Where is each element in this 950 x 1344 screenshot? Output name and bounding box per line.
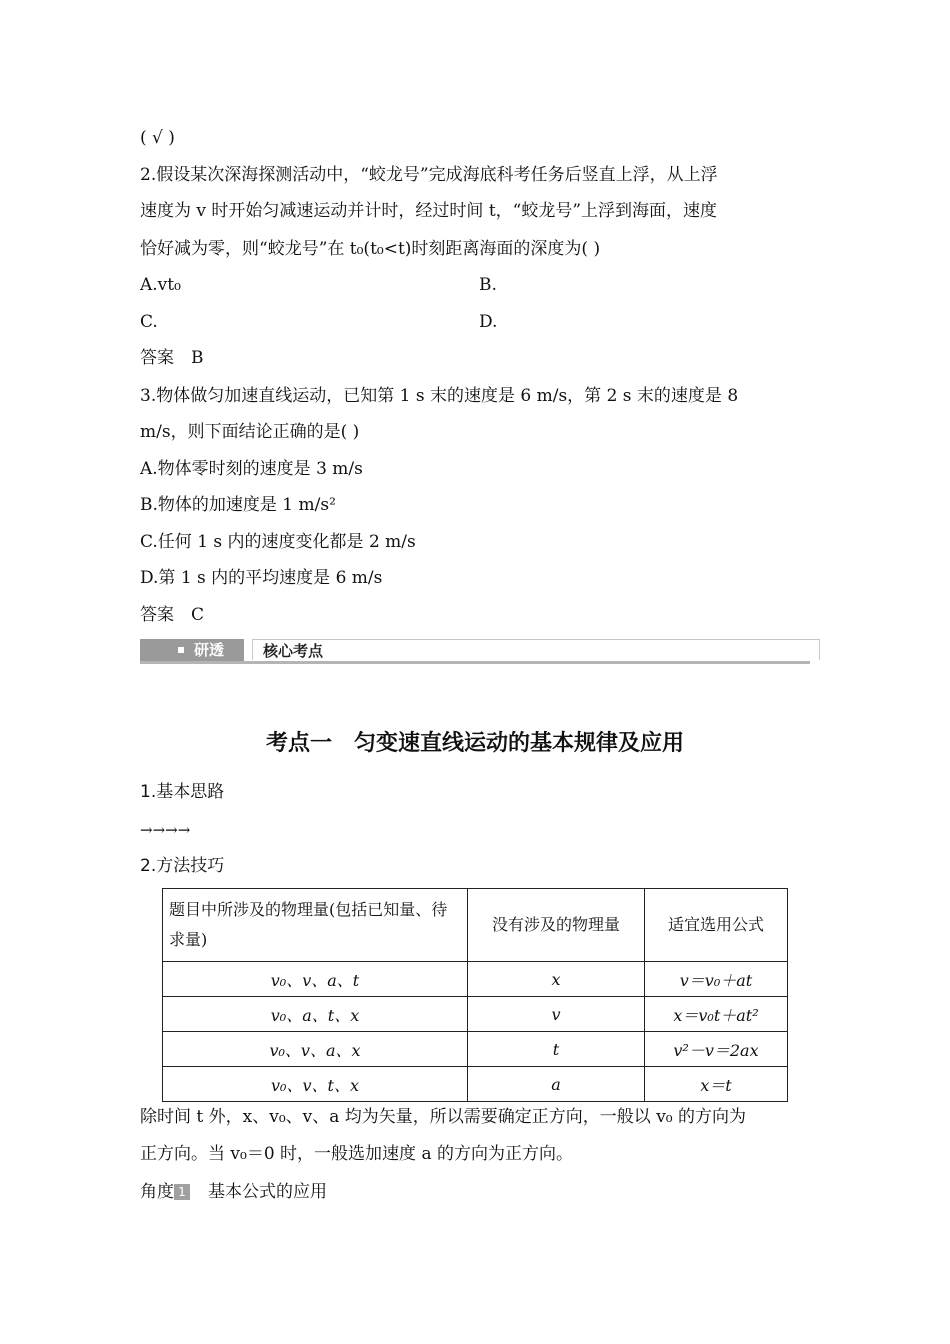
table-cell: v <box>468 997 645 1032</box>
banner-title: 核心考点 <box>252 639 820 660</box>
q3-option-a: A.物体零时刻的速度是 3 m/s <box>140 459 363 479</box>
section-banner <box>140 637 810 663</box>
section-title: 考点一 匀变速直线运动的基本规律及应用 <box>265 731 684 756</box>
table-cell: t <box>468 1032 645 1067</box>
banner-tag-label: 研透 <box>194 641 225 659</box>
bullet-icon <box>178 647 184 653</box>
q3-line-1: 3.物体做匀加速直线运动，已知第 1 s 末的速度是 6 m/s，第 2 s 末的速度是 8 <box>140 386 739 406</box>
table-cell: a <box>468 1067 645 1102</box>
header-formula: 适宜选用公式 <box>645 889 788 962</box>
table-row <box>163 1067 788 1102</box>
banner-tag <box>140 639 244 661</box>
check-mark-line: ( √ ) <box>140 128 175 148</box>
angle-text: 基本公式的应用 <box>208 1182 327 1202</box>
table-cell: x＝t <box>645 1067 788 1102</box>
q3-option-c: C.任何 1 s 内的速度变化都是 2 m/s <box>140 532 416 552</box>
q2-answer: 答案 B <box>140 348 204 368</box>
table-cell: x＝v₀t＋at² <box>645 997 788 1032</box>
table-cell: v₀、v、t、x <box>163 1067 468 1102</box>
q2-option-d: D. <box>479 312 498 332</box>
header-missing: 没有涉及的物理量 <box>468 889 645 962</box>
q2-line-1: 2.假设某次深海探测活动中，“蛟龙号”完成海底科考任务后竖直上浮，从上浮 <box>140 165 718 185</box>
note-line-2: 正方向。当 v₀＝0 时，一般选加速度 a 的方向为正方向。 <box>140 1144 573 1164</box>
banner-divider <box>140 661 810 664</box>
q3-line-2: m/s，则下面结论正确的是( ) <box>140 422 360 442</box>
q3-option-d: D.第 1 s 内的平均速度是 6 m/s <box>140 568 383 588</box>
q2-option-c: C. <box>140 312 158 332</box>
table-row <box>163 1032 788 1067</box>
angle-number-badge: 1 <box>174 1184 190 1200</box>
table-cell: v²－v＝2ax <box>645 1032 788 1067</box>
table-cell: v＝v₀＋at <box>645 962 788 997</box>
q3-option-b: B.物体的加速度是 1 m/s² <box>140 495 336 515</box>
q2-option-a: A.vt₀ <box>140 275 181 295</box>
table-row <box>163 997 788 1032</box>
angle-prefix: 角度 <box>140 1182 174 1202</box>
q2-line-2: 速度为 v 时开始匀减速运动并计时，经过时间 t，“蛟龙号”上浮到海面，速度 <box>140 201 718 221</box>
table-cell: x <box>468 962 645 997</box>
table-cell: v₀、v、a、t <box>163 962 468 997</box>
angle-line <box>140 1182 327 1202</box>
table-row <box>163 962 788 997</box>
methods-label: 2.方法技巧 <box>140 856 225 876</box>
basic-idea-arrows: →→→→ <box>140 821 191 839</box>
q2-line-3: 恰好减为零，则“蛟龙号”在 t₀(t₀<t)时刻距离海面的深度为( ) <box>140 239 601 259</box>
methods-table <box>162 888 788 1102</box>
q2-option-b: B. <box>479 275 497 295</box>
q3-answer: 答案 C <box>140 605 205 625</box>
header-quantities: 题目中所涉及的物理量(包括已知量、待求量) <box>163 889 468 962</box>
table-header-row <box>163 889 788 962</box>
basic-idea-label: 1.基本思路 <box>140 782 225 802</box>
table-cell: v₀、a、t、x <box>163 997 468 1032</box>
table-cell: v₀、v、a、x <box>163 1032 468 1067</box>
note-line-1: 除时间 t 外，x、v₀、v、a 均为矢量，所以需要确定正方向，一般以 v₀ 的方向为 <box>140 1107 747 1127</box>
